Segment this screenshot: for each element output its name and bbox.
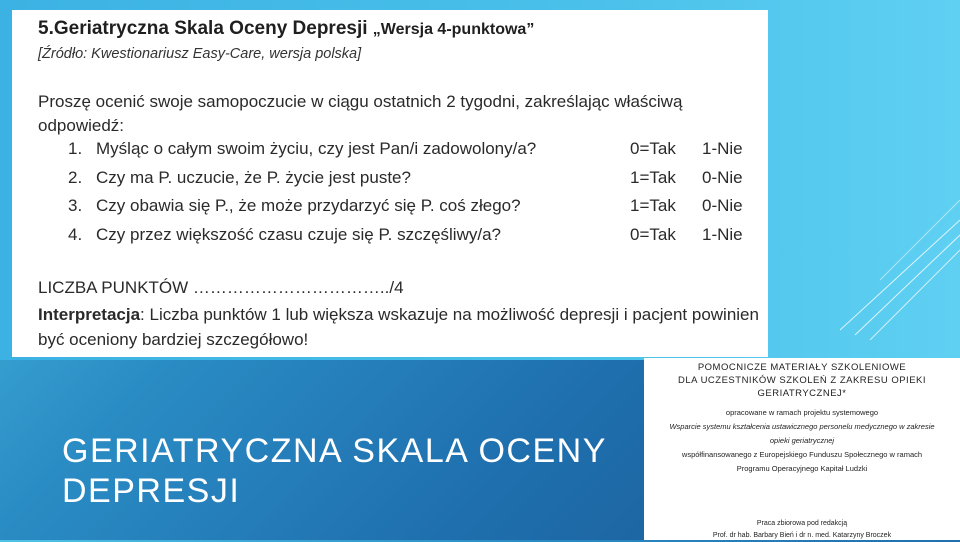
- cover-editors: [644, 518, 960, 542]
- answer-no: 1-Nie: [702, 224, 743, 244]
- cover-line-5: Programu Operacyjnego Kapitał Ludzki: [736, 464, 868, 473]
- training-materials-cover: [644, 358, 960, 540]
- cover-heading-1: POMOCNICZE MATERIAŁY SZKOLENIOWE: [697, 362, 907, 373]
- question-number: 3.: [68, 196, 83, 215]
- question-text: Czy ma P. uczucie, że P. życie jest puste?: [96, 167, 411, 187]
- cover-heading-3: GERIATRYCZNEJ*: [757, 388, 847, 399]
- cover-line-4: współfinansowanego z Europejskiego Funduszu Społecznego w ramach: [681, 450, 923, 459]
- answer-yes: 0=Tak: [630, 224, 676, 244]
- decorative-lines: [840, 200, 960, 340]
- interpretation-text: : Liczba punktów 1 lub większa wskazuje na możliwość depresji i pacjent powinien być oceniony bardziej szczegółowo!: [38, 305, 759, 349]
- scanned-questionnaire: [12, 10, 768, 357]
- question-item: [68, 168, 758, 197]
- question-item: [68, 196, 758, 225]
- score-line: LICZBA PUNKTÓW ……………………………../4: [38, 278, 404, 297]
- question-list: [68, 139, 758, 253]
- answer-yes: 1=Tak: [630, 196, 676, 215]
- questionnaire-title-version: „Wersja 4-punktowa”: [372, 21, 535, 38]
- answer-no: 0-Nie: [702, 167, 743, 187]
- question-text: Czy przez większość czasu czuje się P. szczęśliwy/a?: [96, 224, 501, 244]
- question-item: [68, 225, 758, 254]
- cover-line-3: opieki geriatrycznej: [769, 436, 835, 445]
- question-text: Myśląc o całym swoim życiu, czy jest Pan/i zadowolony/a?: [96, 139, 537, 158]
- interpretation-label: Interpretacja: [38, 305, 141, 324]
- answer-yes: 1=Tak: [630, 167, 676, 187]
- cover-line-1: opracowane w ramach projektu systemowego: [725, 408, 879, 417]
- answer-no: 0-Nie: [702, 196, 743, 215]
- answer-no: 1-Nie: [702, 139, 743, 158]
- question-number: 4.: [68, 224, 83, 244]
- questionnaire-title: [38, 18, 534, 40]
- slide-title: GERIATRYCZNA SKALA OCENY DEPRESJI: [62, 431, 607, 510]
- question-number: 2.: [68, 167, 83, 187]
- question-number: 1.: [68, 139, 83, 158]
- cover-line-2: Wsparcie systemu kształcenia ustawicznego personelu medycznego w zakresie: [669, 422, 935, 431]
- question-text: Czy obawia się P., że może przydarzyć się P. coś złego?: [96, 196, 521, 215]
- cover-editor-line-2: Prof. dr hab. Barbary Bień i dr n. med. Katarzyny Broczek: [712, 532, 892, 539]
- interpretation: [38, 302, 763, 352]
- questionnaire-title-main: 5.Geriatryczna Skala Oceny Depresji: [38, 18, 373, 39]
- question-item: [68, 139, 758, 168]
- questionnaire-instruction: Proszę ocenić swoje samopoczucie w ciągu ostatnich 2 tygodni, zakreślając właściwą odpowiedź:: [38, 92, 683, 135]
- questionnaire-source: [Źródło: Kwestionariusz Easy-Care, wersja polska]: [38, 46, 362, 62]
- cover-heading-2: DLA UCZESTNIKÓW SZKOLEŃ Z ZAKRESU OPIEKI: [677, 375, 927, 386]
- answer-yes: 0=Tak: [630, 139, 676, 158]
- cover-editor-line-1: Praca zbiorowa pod redakcją: [756, 520, 848, 527]
